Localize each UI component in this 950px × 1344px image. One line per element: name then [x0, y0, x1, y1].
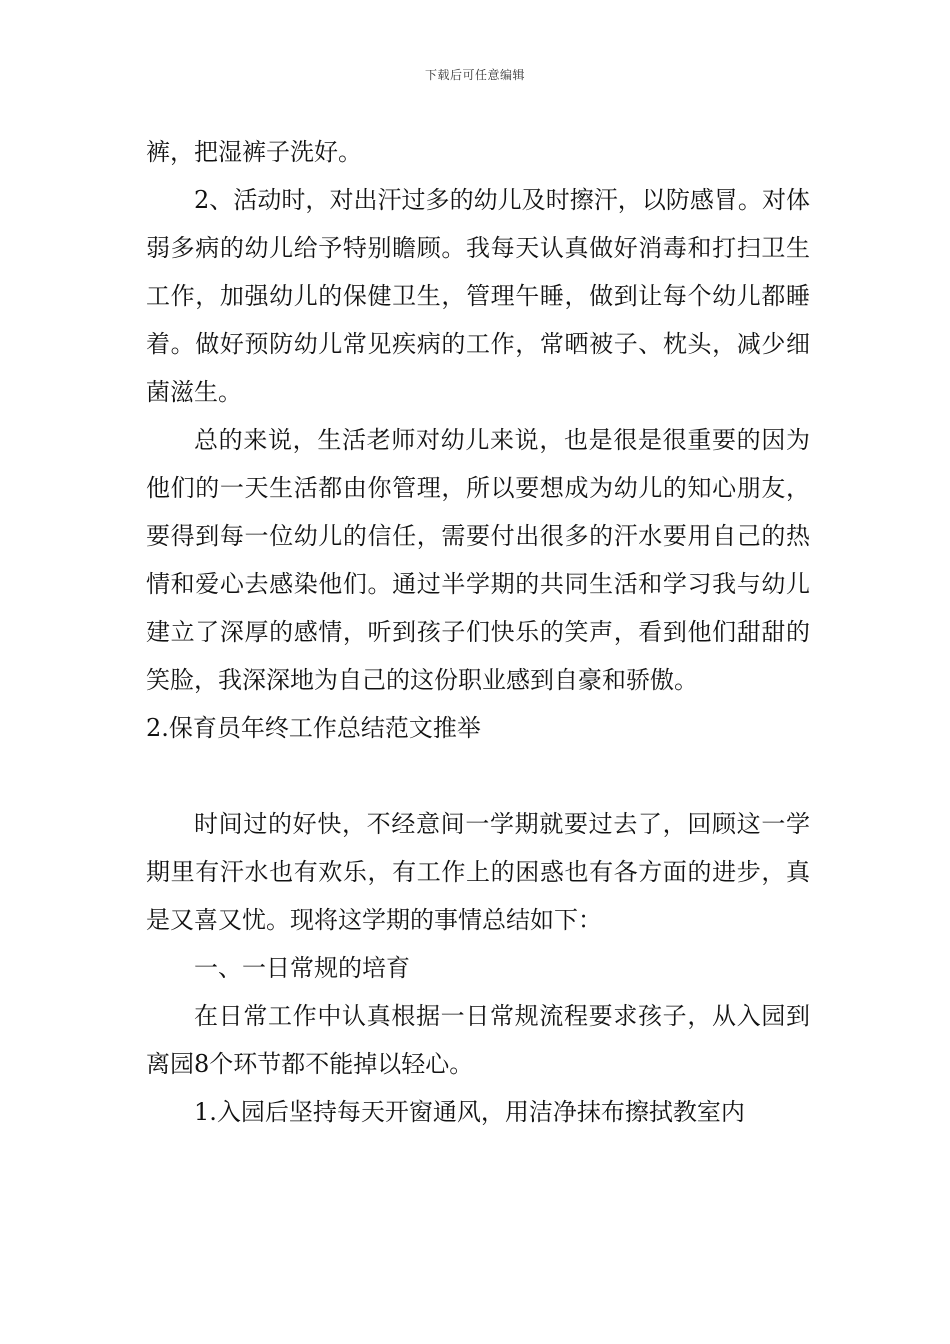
- document-body: [146, 128, 810, 1136]
- blank-line: [146, 752, 810, 800]
- page-header: 下载后可任意编辑: [424, 68, 525, 82]
- paragraph-summary: 总的来说，生活老师对幼儿来说，也是很是很重要的因为他们的一天生活都由你管理，所以要想成为幼儿的知心朋友，要得到每一位幼儿的信任，需要付出很多的汗水要用自己的热情和爱心去感染他们。通过半学期的共同生活和学习我与幼儿建立了深厚的感情，听到孩子们快乐的笑声，看到他们甜甜的笑脸，我深深地为自己的这份职业感到自豪和骄傲。: [146, 426, 810, 694]
- paragraph-continuation: 裤，把湿裤子洗好。: [146, 138, 362, 166]
- paragraph-item-1: 1.入园后坚持每天开窗通风，用洁净抹布擦拭教室内: [194, 1098, 745, 1126]
- subheading-routine: 一、一日常规的培育: [194, 954, 410, 982]
- paragraph-routine: 在日常工作中认真根据一日常规流程要求孩子，从入园到离园8个环节都不能掉以轻心。: [146, 1002, 810, 1078]
- section-heading: 2.保育员年终工作总结范文推举: [146, 714, 481, 742]
- paragraph-intro: 时间过的好快，不经意间一学期就要过去了，回顾这一学期里有汗水也有欢乐，有工作上的困惑也有各方面的进步，真是又喜又忧。现将这学期的事情总结如下：: [146, 810, 810, 934]
- paragraph-item-2: 2、活动时，对出汗过多的幼儿及时擦汗，以防感冒。对体弱多病的幼儿给予特别瞻顾。我每天认真做好消毒和打扫卫生工作，加强幼儿的保健卫生，管理午睡，做到让每个幼儿都睡着。做好预防幼儿常见疾病的工作，常晒被子、枕头，减少细菌滋生。: [146, 186, 810, 406]
